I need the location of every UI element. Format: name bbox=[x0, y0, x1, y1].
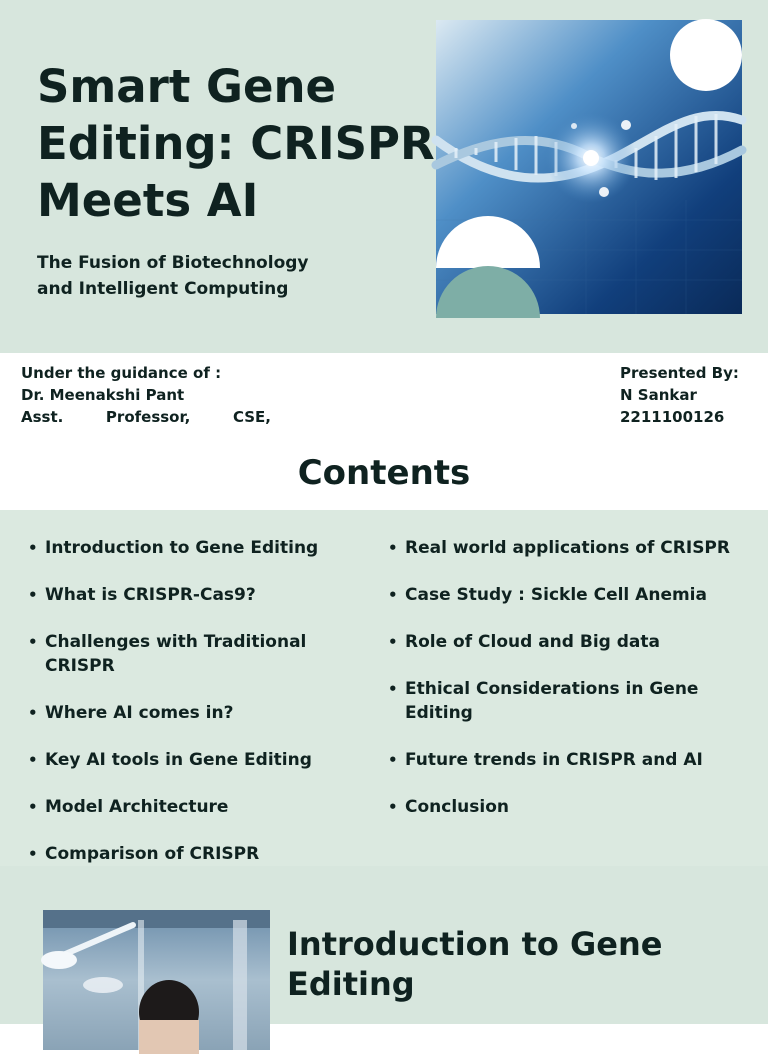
guidance-strip bbox=[0, 353, 768, 433]
guidance-label: Under the guidance of : bbox=[21, 364, 222, 382]
guide-designation bbox=[21, 406, 271, 428]
presented-label: Presented By: bbox=[620, 364, 739, 382]
contents-right-column bbox=[388, 536, 748, 842]
list-item: • Real world applications of CRISPR bbox=[388, 536, 748, 560]
list-item: • Introduction to Gene Editing bbox=[28, 536, 358, 560]
designation-word: Asst. bbox=[21, 408, 64, 426]
designation-word: CSE, bbox=[232, 408, 271, 426]
slide-title: Smart Gene Editing: CRISPR Meets AI bbox=[37, 60, 435, 227]
list-item: • Role of Cloud and Big data bbox=[388, 630, 748, 654]
list-item: • Key AI tools in Gene Editing bbox=[28, 748, 358, 772]
list-item: • Case Study : Sickle Cell Anemia bbox=[388, 583, 748, 607]
list-item: • Conclusion bbox=[388, 795, 748, 819]
contents-list-area bbox=[0, 510, 768, 866]
presenter-reg-no: 2211100126 bbox=[620, 408, 725, 426]
title-slide bbox=[0, 0, 768, 353]
decorative-white-circle bbox=[670, 19, 742, 91]
guide-name: Dr. Meenakshi Pant bbox=[21, 386, 185, 404]
list-item: • Challenges with Traditional CRISPR bbox=[28, 630, 358, 678]
list-item: • Where AI comes in? bbox=[28, 701, 358, 725]
lab-scientist-icon bbox=[43, 910, 270, 1050]
lab-photo bbox=[43, 910, 270, 1050]
list-item: • What is CRISPR-Cas9? bbox=[28, 583, 358, 607]
presenter-info bbox=[620, 362, 750, 428]
contents-header bbox=[0, 433, 768, 510]
presenter-name: N Sankar bbox=[620, 386, 697, 404]
intro-slide-title: Introduction to Gene Editing bbox=[287, 925, 663, 1003]
slide-subtitle: The Fusion of Biotechnology and Intelligent Computing bbox=[37, 253, 309, 299]
designation-word: Professor, bbox=[105, 408, 191, 426]
list-item: • Model Architecture bbox=[28, 795, 358, 819]
list-item: • Ethical Considerations in Gene Editing bbox=[388, 677, 748, 725]
intro-slide bbox=[0, 866, 768, 1024]
contents-title: Contents bbox=[297, 453, 471, 493]
list-item: • Comparison of CRISPR bbox=[28, 842, 358, 866]
contents-left-column bbox=[28, 536, 358, 889]
list-item: • Future trends in CRISPR and AI bbox=[388, 748, 748, 772]
